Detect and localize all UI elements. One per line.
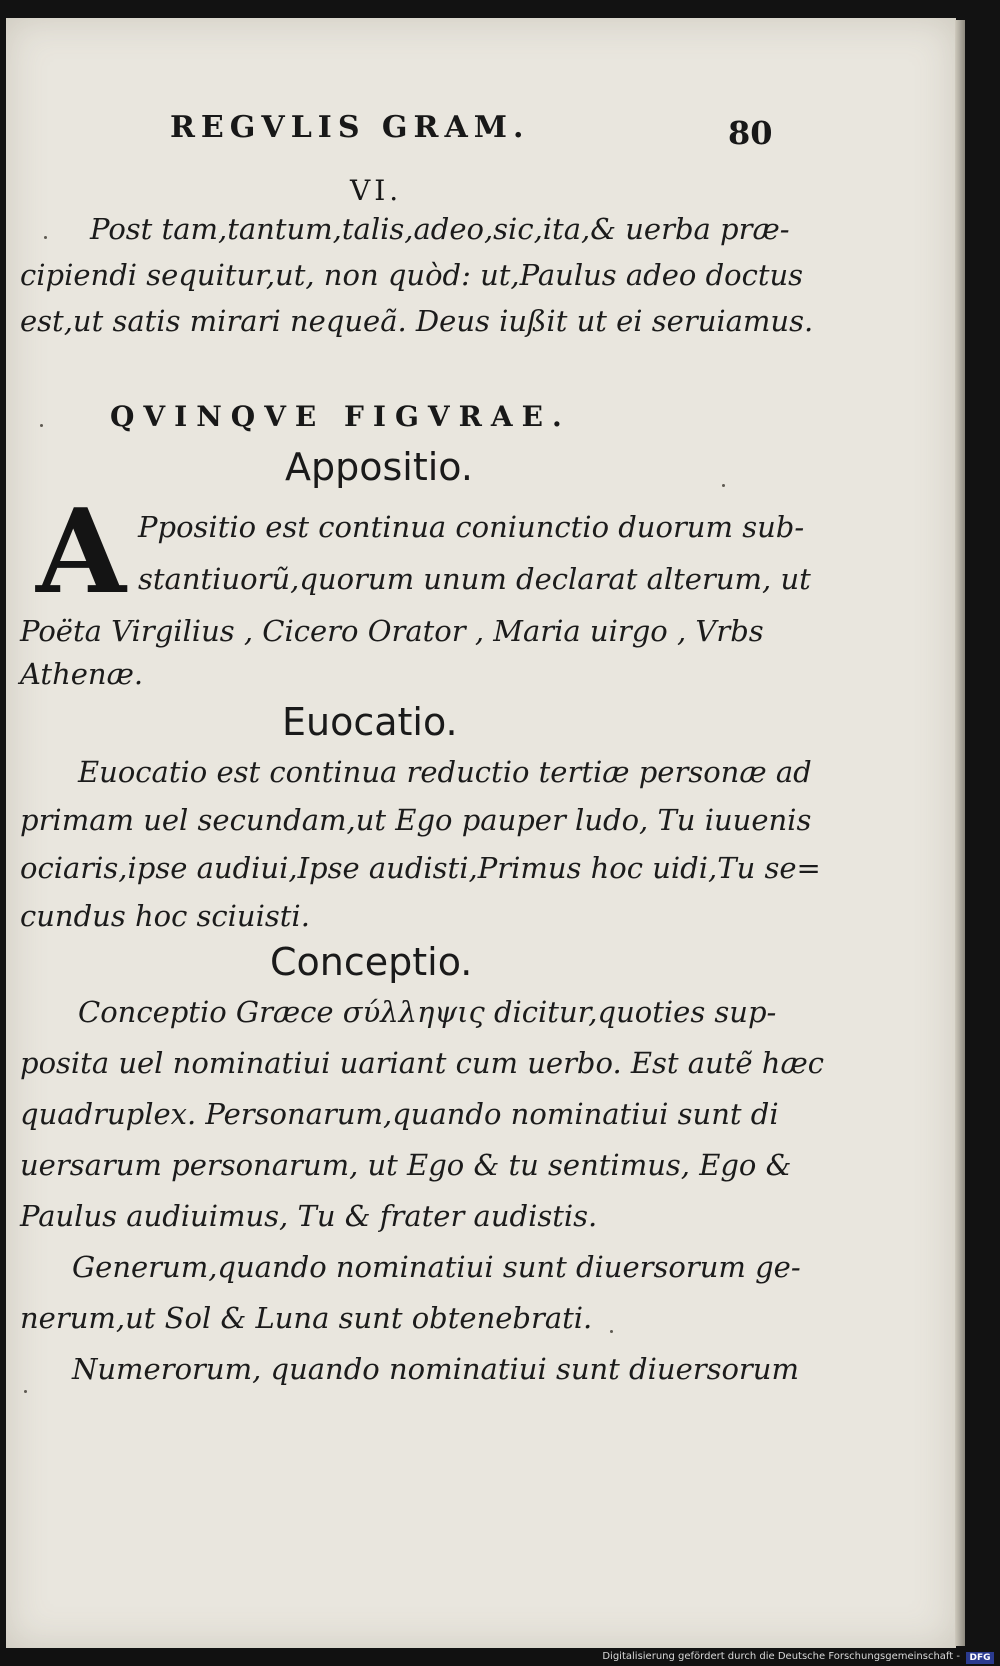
text-line: nerum,ut Sol & Luna sunt obtenebrati. — [20, 1301, 593, 1335]
text-line: Poëta Virgilius , Cicero Orator , Maria uirgo , Vrbs — [20, 614, 764, 648]
subheading-euocatio: Euocatio. — [282, 700, 458, 744]
text-line: Ppositio est continua coniunctio duorum sub- — [138, 510, 805, 544]
text-line: ociaris,ipse audiui,Ipse audisti,Primus hoc uidi,Tu se= — [20, 851, 821, 885]
section-number: VI. — [350, 174, 403, 207]
text-line: Paulus audiuimus, Tu & frater audistis. — [20, 1199, 598, 1233]
text-line: primam uel secundam,ut Ego pauper ludo, Tu iuuenis — [20, 803, 812, 837]
page-edge — [955, 20, 965, 1646]
text-line: stantiuorũ,quorum unum declarat alterum, ut — [138, 562, 811, 596]
text-line: est,ut satis mirari nequeã. Deus iußit ut ei seruiamus. — [20, 304, 814, 338]
ink-speck — [722, 484, 725, 487]
text-line: Euocatio est continua reductio tertiæ personæ ad — [78, 755, 812, 789]
ink-speck — [40, 424, 43, 427]
ink-speck — [44, 236, 47, 239]
text-line: cipiendi sequitur,ut, non quòd: ut,Paulus adeo doctus — [20, 258, 804, 292]
text-line: Athenæ. — [20, 657, 144, 691]
text-line: Conceptio Græce σύλληψις dicitur,quoties sup- — [78, 995, 777, 1029]
text-line: Post tam,tantum,talis,adeo,sic,ita,& uerba præ- — [90, 212, 790, 246]
ink-speck — [24, 1390, 27, 1393]
text-line: quadruplex. Personarum,quando nominatiui sunt di — [20, 1097, 779, 1131]
ink-speck — [610, 1330, 613, 1333]
funding-notice: Digitalisierung gefördert durch die Deutsche Forschungsgemeinschaft - — [602, 1651, 960, 1662]
text-line: Numerorum, quando nominatiui sunt diuersorum — [72, 1352, 799, 1386]
drop-cap: A — [36, 484, 127, 620]
text-line: uersarum personarum, ut Ego & tu sentimus, Ego & — [20, 1148, 792, 1182]
subheading-appositio: Appositio. — [285, 445, 473, 489]
text-line: Generum,quando nominatiui sunt diuersorum ge- — [72, 1250, 801, 1284]
subheading-conceptio: Conceptio. — [270, 940, 473, 984]
running-header-title: REGVLIS GRAM. — [170, 110, 530, 145]
dfg-logo: DFG — [966, 1652, 994, 1664]
text-line: posita uel nominatiui uariant cum uerbo. Est autẽ hæc — [20, 1046, 824, 1080]
text-line: cundus hoc sciuisti. — [20, 899, 310, 933]
section-heading: QVINQVE FIGVRAE. — [110, 400, 571, 433]
page-number: 80 — [728, 114, 773, 152]
